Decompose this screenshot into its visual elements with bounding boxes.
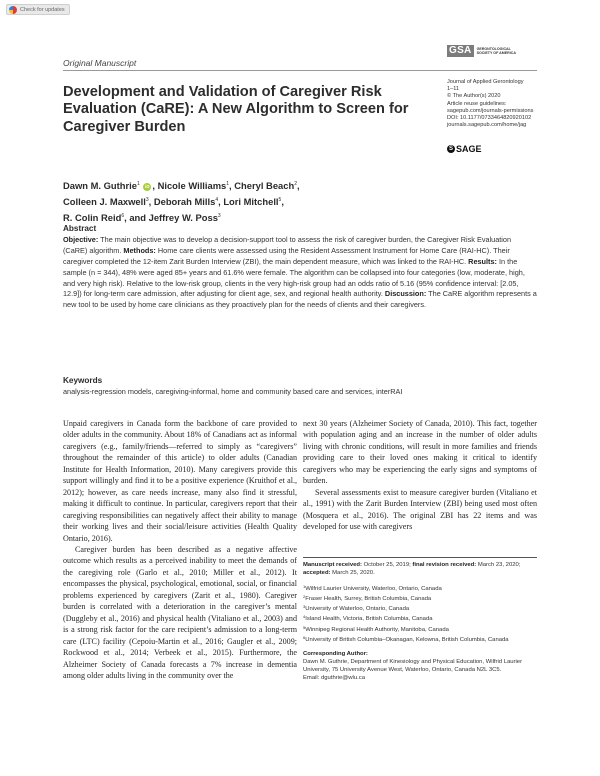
affiliation: $^1$Wilfrid Laurier University, Waterloo, Ontario, Canada <box>303 584 442 593</box>
footnote-divider <box>303 557 537 558</box>
orcid-icon[interactable]: iD <box>145 184 150 189</box>
body-column-right <box>303 418 537 533</box>
affiliation: $^6$University of British Columbia–Okanagan, Kelowna, British Columbia, Canada <box>303 634 509 643</box>
author-list: Dawn M. Guthrie$^1$ iD , Nicole Williams$^1$, Cheryl Beach$^2$, Colleen J. Maxwell$^3$, Deborah Mills$^4$, Lori Mitchell$^5$, R. Colin Reid$^6$, and Jeffrey W. Poss$^3$ <box>63 180 300 224</box>
sage-logo-text: SAGE <box>456 144 482 154</box>
check-for-updates-button[interactable] <box>6 4 70 15</box>
sage-logo-icon: S <box>448 146 453 152</box>
gsa-logo-abbr: GSA <box>449 45 472 56</box>
author-name: Dawn M. Guthrie <box>63 180 137 191</box>
keywords <box>63 376 537 398</box>
journal-permissions-link[interactable]: sagepub.com/journals-permissions <box>447 107 534 114</box>
abstract-text: Objective: The main objective was to develop a decision-support tool to assess the risk of caregiver burden, the Caregiver Risk Evaluation (CaRE) algorithm. Methods: Home care clients were assessed using the Resident Assessment Instrument for Home Care (RAI-HC). Their caregiver completed the 12-item Zarit Burden Interview (ZBI), the main dependent measure, which was linked to the RAI-HC. Results: In the sample (n = 344), 48% were aged 85+ years and 61.6% were female. The algorithm can be collapsed into four categories (low, moderate, high, and very high risk). Relative to the low-risk group, clients in the very high-risk group had an odds ratio of 5.16 (95% confidence interval: [2.05, 12.9]) for long-term care admission, after adjusting for client age, sex, and regional health authority. Discussion: The CaRE algorithm represents a new tool to be used by home care clinicians as they proactively plan for the needs of clients and their caregivers. <box>63 234 537 310</box>
affiliation-sup: 1 <box>136 181 140 187</box>
journal-copyright: © The Author(s) 2020 <box>447 93 501 100</box>
abstract <box>63 224 537 311</box>
author-name: Lori Mitchell <box>223 196 279 208</box>
body-paragraph: Unpaid caregivers in Canada form the backbone of care provided to older adults in the community. About 18% of Canadians act as informal caregivers (e.g., family/friends—referred to simply as “caregivers” throughout the remainder of this article) to older adults (Canadian Institute for Health Information, 2010). Many caregivers provide this support willingly and find it to be a positive experience (Kruithof et al., 2012); however, as care needs increase, many also find it stressful, making it difficult to continue. In particular, caregivers report that their caregiving responsibilities can negatively affect their ability to manage their working lives and their social/leisure activities (Health Quality Ontario, 2016). <box>63 419 297 543</box>
affiliation: $^3$University of Waterloo, Ontario, Canada <box>303 604 410 613</box>
author-name: R. Colin Reid <box>63 212 122 224</box>
journal-reuse-label: Article reuse guidelines: <box>447 100 507 107</box>
gsa-logo <box>447 45 527 57</box>
sage-logo <box>447 144 482 154</box>
affiliation: $^5$Winnipeg Regional Health Authority, Manitoba, Canada <box>303 624 449 633</box>
article-title: Development and Validation of Caregiver Risk Evaluation (CaRE): A New Algorithm to Screen for Caregiver Burden <box>63 84 409 135</box>
journal-name: Journal of Applied Gerontology <box>447 79 524 85</box>
author-name: Deborah Mills <box>153 196 216 208</box>
journal-doi[interactable]: DOI: 10.1177/0733464820920102 <box>447 115 532 122</box>
corresponding-author-heading: Corresponding Author: <box>303 650 368 657</box>
body-paragraph: next 30 years (Alzheimer Society of Canada, 2010). This fact, together with population aging and an increase in the number of older adults living with chronic conditions, will result in more families and friends providing care to their loved ones making it critical to identify caregivers who may be experiencing the early signs and symptoms of burden. <box>303 419 537 486</box>
abstract-heading: Abstract <box>63 224 97 233</box>
header-divider <box>63 70 537 71</box>
author-name: Colleen J. Maxwell <box>63 196 146 208</box>
journal-info <box>447 79 533 129</box>
footnotes <box>303 557 537 682</box>
author-name: Jeffrey W. Poss <box>148 212 218 224</box>
journal-home-link[interactable]: journals.sagepub.com/home/jag <box>447 122 527 129</box>
gsa-logo-text: GERONTOLOGICAL SOCIETY OF AMERICA <box>476 46 516 55</box>
check-for-updates-label: Check for updates <box>20 6 65 13</box>
keywords-text: analysis-regression models, caregiving-informal, home and community based care and services, interRAI <box>63 386 403 396</box>
corresponding-author-address: Dawn M. Guthrie, Department of Kinesiology and Physical Education, Wilfrid Laurier University, 75 University Avenue West, Waterloo, Ontario, Canada N2L 3C5. <box>303 658 523 673</box>
author-name: Nicole Williams <box>157 180 227 191</box>
manuscript-dates: Manuscript received: October 25, 2019; final revision received: March 23, 2020; accepted: March 25, 2020. <box>303 562 521 577</box>
body-paragraph: Caregiver burden has been described as a negative affective outcome which results as a perceived inability to meet the demands of the caregiving role (Garlo et al., 2010; Miller et al., 2012). It encompasses the physical, psychological, emotional, social, or financial problems experienced by caregivers (Zarit et al., 1980). Caregiver burden is correlated with a deterioration in the caregiver’s mental (Duggleby et al., 2016) and physical health (Vitaliano et al., 2003) and is a strong risk factor for the care recipient’s admission to a long-term care (LTC) facility (Cepoiu-Martin et al., 2016; Gaugler et al., 2009; Rockwood et al., 2014; Verbeek et al., 2015). Furthermore, the Alzheimer Society of Canada forecasts a 7% increase in dementia among older adults living in the community over the <box>63 544 297 680</box>
keywords-heading: Keywords <box>63 376 103 385</box>
affiliation: $^4$Island Health, Victoria, British Columbia, Canada <box>303 614 433 623</box>
body-column-left <box>63 418 297 681</box>
body-paragraph: Several assessments exist to measure caregiver burden (Vitaliano et al., 1991) with the Zarit Burden Interview (ZBI) being used most often (Mosquera et al., 2016). The original ZBI has 22 items and was developed for use with caregivers <box>303 487 537 532</box>
journal-pages: 1–11 <box>447 86 460 93</box>
corresponding-author-email[interactable]: Email: dguthrie@wlu.ca <box>303 675 365 682</box>
affiliation: $^2$Fraser Health, Surrey, British Columbia, Canada <box>303 594 432 603</box>
manuscript-type: Original Manuscript <box>63 58 137 68</box>
crossmark-icon <box>9 6 17 14</box>
author-name: Cheryl Beach <box>234 180 295 191</box>
